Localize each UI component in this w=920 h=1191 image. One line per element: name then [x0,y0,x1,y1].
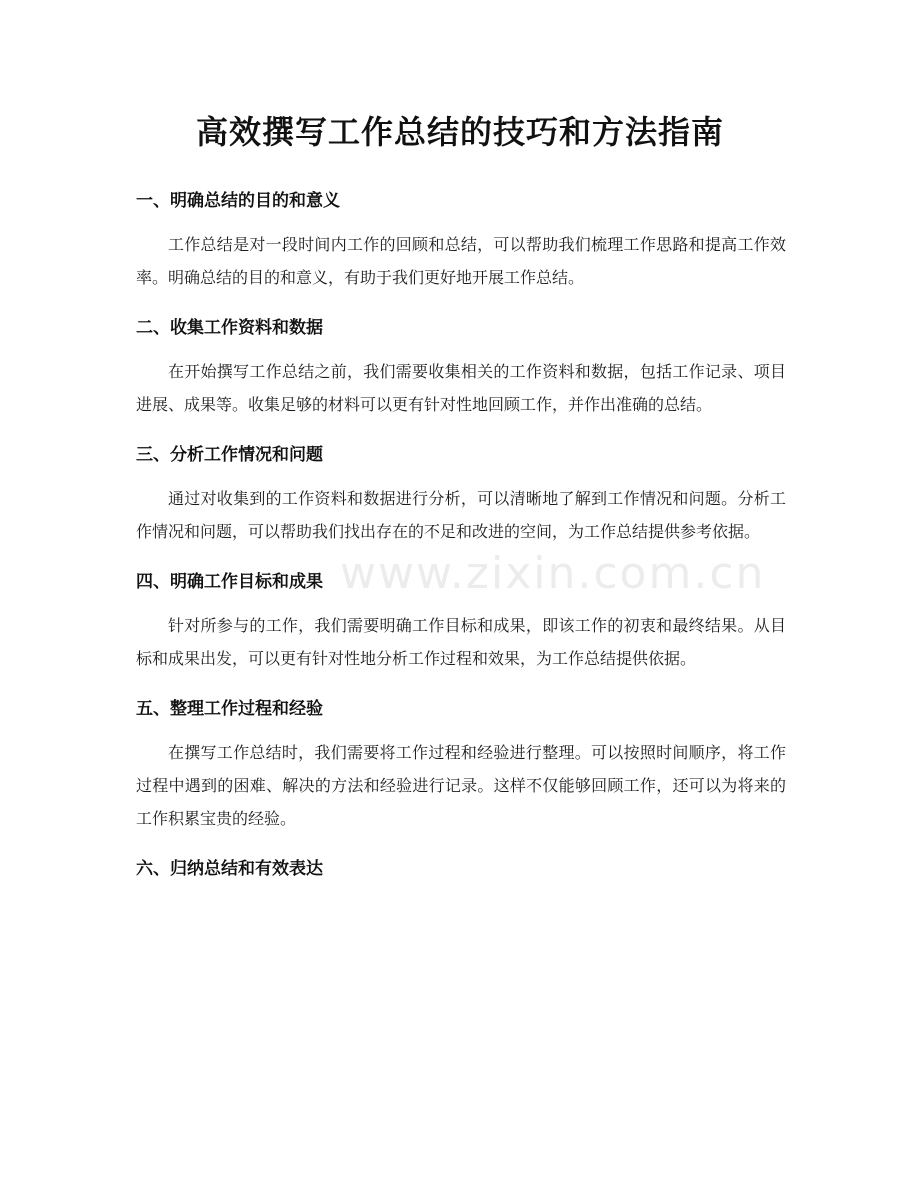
section-heading: 二、收集工作资料和数据 [136,318,323,338]
page-title: 高效撰写工作总结的技巧和方法指南 [195,113,724,151]
section-heading: 五、整理工作过程和经验 [136,699,323,719]
section-heading: 四、明确工作目标和成果 [136,572,323,592]
section-heading: 六、归纳总结和有效表达 [136,859,323,879]
section-paragraph: 针对所参与的工作，我们需要明确工作目标和成果，即该工作的初衷和最终结果。从目标和成果出发，可以更有针对性地分析工作过程和效果，为工作总结提供依据。 [136,616,786,668]
section-6 [136,852,786,886]
document-body [136,184,786,896]
section-paragraph: 工作总结是对一段时间内工作的回顾和总结，可以帮助我们梳理工作思路和提高工作效率。明确总结的目的和意义，有助于我们更好地开展工作总结。 [136,235,786,287]
section-4 [136,565,786,675]
section-2 [136,311,786,421]
watermark: www.zixin.com.cn [340,548,766,599]
section-1 [136,184,786,294]
section-heading: 一、明确总结的目的和意义 [136,191,340,211]
section-5 [136,692,786,835]
section-3 [136,438,786,548]
section-paragraph: 在撰写工作总结时，我们需要将工作过程和经验进行整理。可以按照时间顺序，将工作过程中遇到的困难、解决的方法和经验进行记录。这样不仅能够回顾工作，还可以为将来的工作积累宝贵的经验。 [136,743,786,828]
section-paragraph: 在开始撰写工作总结之前，我们需要收集相关的工作资料和数据，包括工作记录、项目进展、成果等。收集足够的材料可以更有针对性地回顾工作，并作出准确的总结。 [136,362,786,414]
section-paragraph: 通过对收集到的工作资料和数据进行分析，可以清晰地了解到工作情况和问题。分析工作情况和问题，可以帮助我们找出存在的不足和改进的空间，为工作总结提供参考依据。 [136,489,786,541]
section-heading: 三、分析工作情况和问题 [136,445,323,465]
